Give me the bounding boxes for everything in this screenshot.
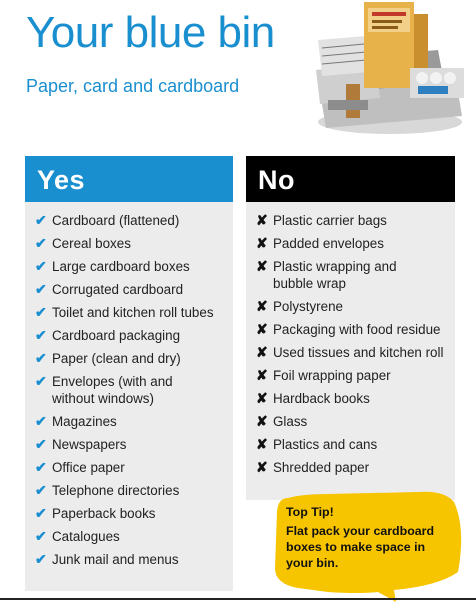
yes-item-line: Catalogues: [52, 529, 120, 544]
yes-list-item: [35, 459, 233, 476]
check-icon: ✔: [35, 212, 47, 228]
yes-item-line: Paperback books: [52, 506, 156, 521]
yes-list-item: [35, 281, 233, 298]
no-list: [246, 202, 455, 476]
check-icon: ✔: [35, 551, 47, 567]
no-item-label: [273, 258, 397, 292]
no-list-item: [256, 344, 455, 361]
no-item-label: [273, 459, 369, 476]
no-item-line: Packaging with food residue: [273, 322, 441, 337]
cross-icon: ✘: [256, 344, 268, 360]
yes-list-item: [35, 551, 233, 568]
check-icon: ✔: [35, 258, 47, 274]
yes-item-line: Cereal boxes: [52, 236, 131, 251]
cross-icon: ✘: [256, 459, 268, 475]
yes-item-line: Corrugated cardboard: [52, 282, 184, 297]
cross-icon: ✘: [256, 258, 268, 274]
yes-item-line: Envelopes (with and: [52, 374, 173, 389]
yes-item-label: [52, 528, 120, 545]
no-item-label: [273, 436, 377, 453]
cross-icon: ✘: [256, 212, 268, 228]
no-list-item: [256, 436, 455, 453]
no-heading: No: [246, 156, 455, 202]
yes-panel: [25, 156, 233, 591]
yes-item-line: Newspapers: [52, 437, 127, 452]
no-item-label: [273, 413, 307, 430]
yes-item-line: Office paper: [52, 460, 125, 475]
no-item-line: Plastic carrier bags: [273, 213, 387, 228]
check-icon: ✔: [35, 281, 47, 297]
yes-item-label: [52, 482, 179, 499]
no-list-item: [256, 459, 455, 476]
check-icon: ✔: [35, 413, 47, 429]
yes-item-label: [52, 551, 179, 568]
no-list-item: [256, 321, 455, 338]
no-item-label: [273, 344, 443, 361]
tip-body: Flat pack your cardboard boxes to make space in your bin.: [286, 524, 435, 570]
yes-item-line: Paper (clean and dry): [52, 351, 181, 366]
yes-item-line: Junk mail and menus: [52, 552, 179, 567]
paper-recycling-pile-image: [306, 0, 470, 138]
cross-icon: ✘: [256, 436, 268, 452]
no-item-label: [273, 390, 370, 407]
no-item-line: Hardback books: [273, 391, 370, 406]
page-title: Your blue bin: [26, 8, 275, 57]
no-list-item: [256, 235, 455, 252]
yes-list-item: [35, 436, 233, 453]
yes-list-item: [35, 482, 233, 499]
no-item-line: Used tissues and kitchen roll: [273, 345, 444, 360]
check-icon: ✔: [35, 304, 47, 320]
yes-item-label: [52, 459, 125, 476]
bottom-divider: [0, 598, 476, 600]
no-item-line: Shredded paper: [273, 460, 370, 475]
no-item-line: Padded envelopes: [273, 236, 384, 251]
no-item-label: [273, 367, 391, 384]
yes-list-item: [35, 350, 233, 367]
yes-list: [25, 202, 233, 568]
yes-item-label: [52, 235, 131, 252]
no-list-item: [256, 258, 455, 292]
yes-item-label: [52, 258, 190, 275]
yes-item-label: [52, 350, 181, 367]
no-item-line: Glass: [273, 414, 308, 429]
no-list-item: [256, 212, 455, 229]
yes-item-line: without windows): [52, 391, 154, 406]
cross-icon: ✘: [256, 390, 268, 406]
no-item-line: Plastics and cans: [273, 437, 378, 452]
cross-icon: ✘: [256, 321, 268, 337]
yes-list-item: [35, 373, 233, 407]
check-icon: ✔: [35, 350, 47, 366]
no-item-line: Foil wrapping paper: [273, 368, 391, 383]
yes-item-line: Cardboard packaging: [52, 328, 181, 343]
yes-item-line: Toilet and kitchen roll tubes: [52, 305, 214, 320]
yes-list-item: [35, 304, 233, 321]
no-item-line: bubble wrap: [273, 276, 346, 291]
no-item-line: Plastic wrapping and: [273, 259, 397, 274]
check-icon: ✔: [35, 528, 47, 544]
yes-heading: Yes: [25, 156, 233, 202]
yes-list-item: [35, 528, 233, 545]
yes-item-label: [52, 304, 214, 321]
no-list-item: [256, 413, 455, 430]
no-item-label: [273, 212, 387, 229]
yes-list-item: [35, 258, 233, 275]
yes-item-label: [52, 327, 180, 344]
no-list-item: [256, 367, 455, 384]
yes-item-line: Large cardboard boxes: [52, 259, 190, 274]
yes-item-line: Magazines: [52, 414, 117, 429]
yes-item-label: [52, 212, 179, 229]
yes-list-item: [35, 505, 233, 522]
check-icon: ✔: [35, 327, 47, 343]
yes-list-item: [35, 327, 233, 344]
check-icon: ✔: [35, 436, 47, 452]
yes-item-label: [52, 413, 117, 430]
yes-item-label: [52, 373, 173, 407]
tip-title: Top Tip!: [286, 505, 334, 519]
yes-list-item: [35, 212, 233, 229]
check-icon: ✔: [35, 235, 47, 251]
cross-icon: ✘: [256, 298, 268, 314]
check-icon: ✔: [35, 482, 47, 498]
check-icon: ✔: [35, 459, 47, 475]
check-icon: ✔: [35, 373, 47, 389]
no-item-line: Polystyrene: [273, 299, 343, 314]
no-item-label: [273, 235, 384, 252]
no-item-label: [273, 298, 343, 315]
yes-item-line: Cardboard (flattened): [52, 213, 180, 228]
cross-icon: ✘: [256, 413, 268, 429]
yes-list-item: [35, 413, 233, 430]
cross-icon: ✘: [256, 235, 268, 251]
cross-icon: ✘: [256, 367, 268, 383]
page-subtitle: Paper, card and cardboard: [26, 76, 240, 96]
no-list-item: [256, 390, 455, 407]
no-item-label: [273, 321, 441, 338]
top-tip-callout: [268, 488, 468, 602]
yes-item-label: [52, 505, 155, 522]
yes-list-item: [35, 235, 233, 252]
check-icon: ✔: [35, 505, 47, 521]
no-list-item: [256, 298, 455, 315]
yes-item-label: [52, 436, 126, 453]
yes-item-line: Telephone directories: [52, 483, 180, 498]
yes-item-label: [52, 281, 183, 298]
no-panel: [246, 156, 455, 500]
